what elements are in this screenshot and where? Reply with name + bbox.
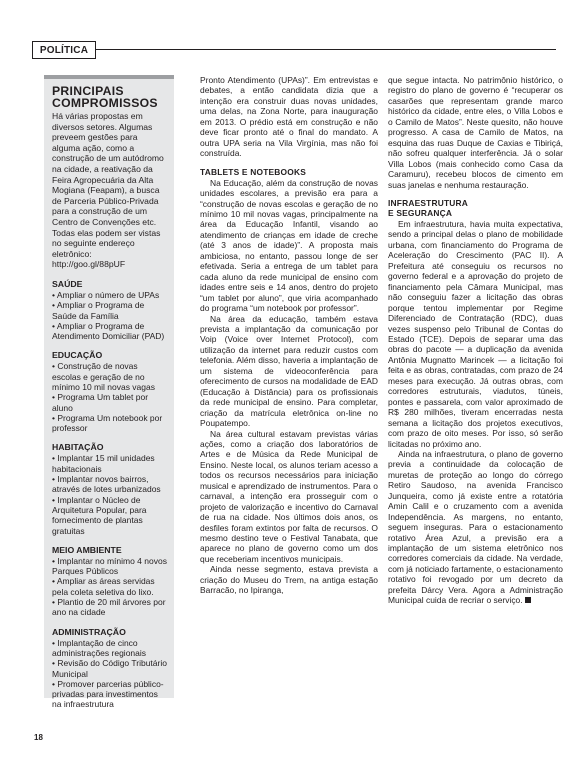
list-item: • Implantação de cinco administrações regionais [52, 637, 147, 658]
list-item: • Programa Um notebook por professor [52, 412, 163, 434]
sidebar-list-administracao [52, 638, 167, 710]
sidebar-intro: Há várias propostas em diversos setores. Algumas preveem gestões para alguma ação, como a construção de um autódromo na cidade, a reativação da Feira Agropecuária da Alta Mogiana (Feapam), a busca de Parceria Público-Privada para a construção de um Centro de Convenções etc. Todas elas podem ser vistas no seguinte endereço eletrônico: http://goo.gl/88pUF [52, 111, 164, 270]
section-tag: POLÍTICA [32, 41, 96, 59]
article-column-2 [388, 75, 563, 606]
sidebar-heading-saude: SAÚDE [52, 278, 83, 289]
list-item: • Implantar novos bairros, através de lotes urbanizados [52, 474, 161, 495]
sidebar-list-saude [52, 290, 167, 341]
paragraph: Na Educação, além da construção de novas unidades escolares, a previsão era para a “construção de novas escolas e geração de no mínimo 10 mil novas vagas, principalmente na área da Educação Infantil, visando ao atendimento de crianças em idade de creche (até 3 anos de idade)”. A proposta mais ambiciosa, no entanto, passou longe de ser efetivada. Seria a entrega de um tablet para cada aluno da rede municipal de ensino com idades entre seis e 14 anos, dentro do projeto “um tablet por aluno”, que viria acompanhado do programa “um notebook por professor”. [200, 177, 378, 314]
sidebar-title-line1: PRINCIPAIS [52, 84, 124, 98]
paragraph: que segue intacta. No patrimônio histórico, o registro do plano de governo é “recuperar os casarões que representam grande marco histórico da cidade, entre eles, o Villa Lobos e o Camilo de Matos”. Neste quesito, não houve progresso. A casa de Camilo de Matos, na esquina das ruas Duque de Caxias e Tibiriçá, não sofreu qualquer interferência. Já o solar Villa Lobos (mais conhecido como Casa da Caramuru), recebeu blocos de cimento em suas janelas e nenhuma restauração. [388, 75, 563, 190]
subheading-tablets: TABLETS E NOTEBOOKS [200, 166, 307, 177]
sidebar-list-meio-ambiente [52, 556, 167, 618]
list-item: • Programa Um tablet por aluno [52, 392, 149, 413]
list-item: • Ampliar o número de UPAs [52, 289, 160, 300]
header-rule [96, 49, 556, 50]
page-number: 18 [34, 733, 43, 742]
paragraph-text: Ainda na infraestrutura, o plano de governo previa a continuidade da colocação de muretas de proteção ao longo do córrego Retiro Saudoso, na avenida Francisco Junqueira, como já existe entre a rotatória Amin Calil e o cruzamento com a avenida Independência. As margens, no entanto, seguem inseguras. Para o estacionamento rotativo Área Azul, a previsão era a implantação de um sistema eletrônico nos corredores comerciais da cidade. Na verdade, com já noticiado fartamente, o estacionamento rotativo foi revogado por um decreto da prefeita Dárcy Vera. Agora a Administração Municipal cuida de recriar o serviço. [388, 448, 563, 606]
list-item: • Ampliar o Programa de Atendimento Domiciliar (PAD) [52, 320, 165, 342]
end-of-article-icon [525, 597, 531, 603]
list-item: • Promover parcerias público-privadas para investimentos na infraestrutura [52, 678, 164, 710]
paragraph: Em infraestrutura, havia muita expectativa, sendo a principal delas o plano de mobilidade urbana, com financiamento do Programa de Aceleração do Crescimento (PAC II). A Prefeitura até conseguiu os recursos no governo federal e a aprovação do projeto de financiamento pela Câmara Municipal, mas não conseguiu fazer a licitação das obras porque tentou implementar por Regime Diferenciado de Contratação (RDC), duas vezes suspenso pelo Tribunal de Contas do Estado (TCE). Depois de separar uma das obras do pacote — a duplicação da avenida Antônia Mugnatto Marincek — a licitação foi feita e as obras, contratadas, com prazo de 24 meses para execução. Já outras obras, com corredores estruturais, viadutos, túneis, pontes e passarela, com valor aproximado de R$ 280 milhões, tiveram encerradas nesta semana a licitação dos projetos executivos, com prazo de oito meses. Por isso, só serão licitadas no próximo ano. [388, 218, 563, 449]
paragraph: Pronto Atendimento (UPAs)”. Em entrevistas e debates, a então candidata dizia que a intenção era construir duas novas unidades, uma delas, na Zona Norte, para inauguração em 2013. O prédio está em construção e não deve ficar pronto até o final do mandato. A outra UPA seria na Vila Virgínia, mas não foi construída. [200, 75, 378, 159]
list-item: • Plantio de 20 mil árvores por ano na cidade [52, 597, 166, 618]
list-item: • Construção de novas escolas e geração de no mínimo 10 mil novas vagas [52, 361, 155, 392]
sidebar-heading-habitacao: HABITAÇÃO [52, 442, 104, 453]
list-item: • Ampliar o Programa de Saúde da Família [52, 300, 145, 321]
sidebar-list-habitacao [52, 453, 167, 535]
sidebar-heading-administracao: ADMINISTRAÇÃO [52, 626, 126, 637]
paragraph: Na área da educação, também estava prevista a implantação da comunicação por Voip (Voice over Internet Protocol), com utilização da internet para reduzir custos com telefonia. Além disso, haveria a implantação de um sistema de videoconferência para oferecimento de cursos na modalidade de EAD (Educação à Distância) para os profissionais da rede municipal de ensino. Para completar, criação da matrícula eletrônica on-line no Poupatempo. [200, 313, 378, 429]
sidebar-heading-meio-ambiente: MEIO AMBIENTE [52, 544, 122, 555]
sidebar-heading-educacao: EDUCAÇÃO [52, 350, 103, 361]
paragraph: Ainda nesse segmento, estava prevista a criação do Museu do Trem, na antiga estação Barracão, no Ipiranga, [200, 564, 378, 596]
paragraph [388, 449, 563, 606]
list-item: • Implantar 15 mil unidades habitacionais [52, 453, 155, 474]
subheading-line1: INFRAESTRUTURA [388, 197, 469, 208]
sidebar-box [44, 75, 174, 710]
subheading-line2: E SEGURANÇA [388, 207, 453, 218]
paragraph: Na área cultural estavam previstas várias ações, como a criação dos laboratórios de Artes e de Música da Rede Municipal de Ensino. Neste local, os alunos teriam acesso a todos os recursos necessários para iniciação musical e aprendizado de instrumentos. Para o carnaval, a intenção era prosseguir com o projeto de valorização e incentivo do Carnaval de rua na cidade. Nos últimos dois anos, os desfiles foram extintos por falta de recursos. O mesmo destino teve o Festival Tanabata, que aparece no plano de governo como um dos que receberiam incentivos municipais. [200, 428, 378, 564]
sidebar-top-bar [44, 75, 174, 79]
list-item: • Revisão do Código Tributário Municipal [52, 658, 167, 679]
sidebar-list-educacao [52, 361, 167, 433]
sidebar-title-line2: COMPROMISSOS [52, 96, 158, 110]
sidebar-title [52, 85, 167, 109]
list-item: • Ampliar as áreas servidas pela coleta seletiva do lixo. [52, 576, 155, 597]
list-item: • Implantar no mínimo 4 novos Parques Públicos [52, 555, 167, 577]
subheading-infraestrutura [388, 198, 563, 218]
article-column-1 [200, 75, 378, 596]
list-item: • Implantar o Núcleo de Arquitetura Popular, para fornecimento de plantas gratuitas [52, 494, 147, 536]
